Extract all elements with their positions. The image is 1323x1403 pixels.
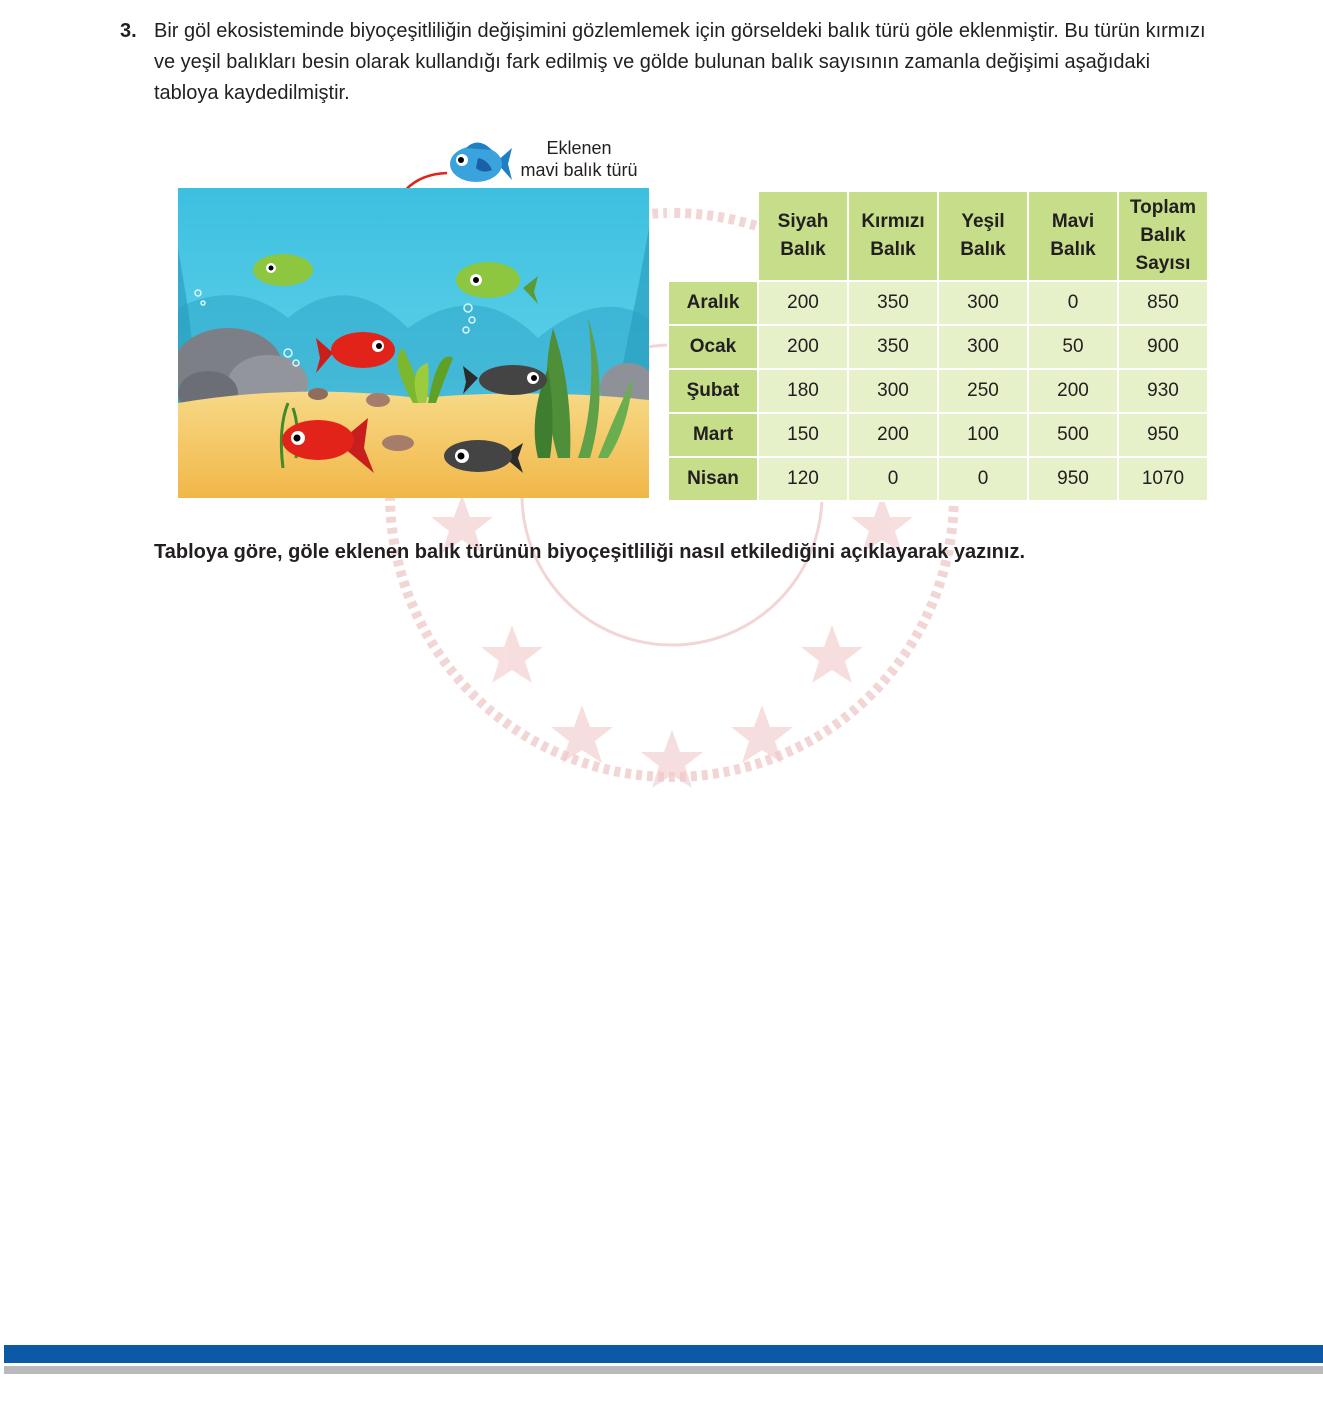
question-text: Bir göl ekosisteminde biyoçeşitliliğin değişimini gözlemlemek için görseldeki balık türü göle eklenmiştir. Bu türün kırmızı ve yeşil balıkları besin olarak kullandığı fark edilmiş ve gölde bulunan balık sayısının zamanla değişimi aşağıdaki tabloya kaydedilmiştir. xyxy=(154,20,1206,104)
added-fish-label-line1: Eklenen xyxy=(546,138,612,158)
table-header-row xyxy=(668,191,1208,281)
table-cell: 350 xyxy=(848,325,938,369)
answer-prompt: Tabloya göre, göle eklenen balık türünün biyoçeşitliliği nasıl etkilediğini açıklayarak yazınız. xyxy=(154,541,1026,563)
column-header-green: Yeşil Balık xyxy=(938,191,1028,281)
column-header-total: Toplam Balık Sayısı xyxy=(1118,191,1208,281)
table-corner-cell xyxy=(668,191,758,281)
table-cell: 300 xyxy=(848,369,938,413)
table-cell: 950 xyxy=(1028,457,1118,501)
table-cell: 500 xyxy=(1028,413,1118,457)
table-row xyxy=(668,457,1208,501)
row-header-month: Şubat xyxy=(668,369,758,413)
table-cell: 950 xyxy=(1118,413,1208,457)
table-cell: 200 xyxy=(758,325,848,369)
table-cell: 0 xyxy=(938,457,1028,501)
row-header-month: Mart xyxy=(668,413,758,457)
blue-fish-icon xyxy=(448,138,514,188)
table-row xyxy=(668,325,1208,369)
table-cell: 900 xyxy=(1118,325,1208,369)
table-cell: 930 xyxy=(1118,369,1208,413)
row-header-month: Aralık xyxy=(668,281,758,325)
table-cell: 150 xyxy=(758,413,848,457)
table-row xyxy=(668,369,1208,413)
lake-ecosystem-illustration xyxy=(178,188,649,498)
table-cell: 200 xyxy=(1028,369,1118,413)
row-header-month: Ocak xyxy=(668,325,758,369)
table-cell: 250 xyxy=(938,369,1028,413)
table-cell: 200 xyxy=(758,281,848,325)
column-header-black: Siyah Balık xyxy=(758,191,848,281)
added-fish-label xyxy=(508,137,650,181)
column-header-red: Kırmızı Balık xyxy=(848,191,938,281)
table-cell: 300 xyxy=(938,281,1028,325)
table-cell: 180 xyxy=(758,369,848,413)
question-number: 3. xyxy=(120,20,137,42)
table-row xyxy=(668,281,1208,325)
table-cell: 850 xyxy=(1118,281,1208,325)
column-header-blue: Mavi Balık xyxy=(1028,191,1118,281)
added-fish-label-line2: mavi balık türü xyxy=(520,160,638,180)
footer-grey-bar xyxy=(4,1366,1323,1374)
table-cell: 350 xyxy=(848,281,938,325)
table-cell: 50 xyxy=(1028,325,1118,369)
table-cell: 100 xyxy=(938,413,1028,457)
table-cell: 0 xyxy=(848,457,938,501)
row-header-month: Nisan xyxy=(668,457,758,501)
table-cell: 0 xyxy=(1028,281,1118,325)
table-cell: 1070 xyxy=(1118,457,1208,501)
table-cell: 120 xyxy=(758,457,848,501)
table-cell: 300 xyxy=(938,325,1028,369)
table-row xyxy=(668,413,1208,457)
fish-count-table xyxy=(667,190,1209,502)
table-cell: 200 xyxy=(848,413,938,457)
footer-blue-bar xyxy=(4,1345,1323,1363)
